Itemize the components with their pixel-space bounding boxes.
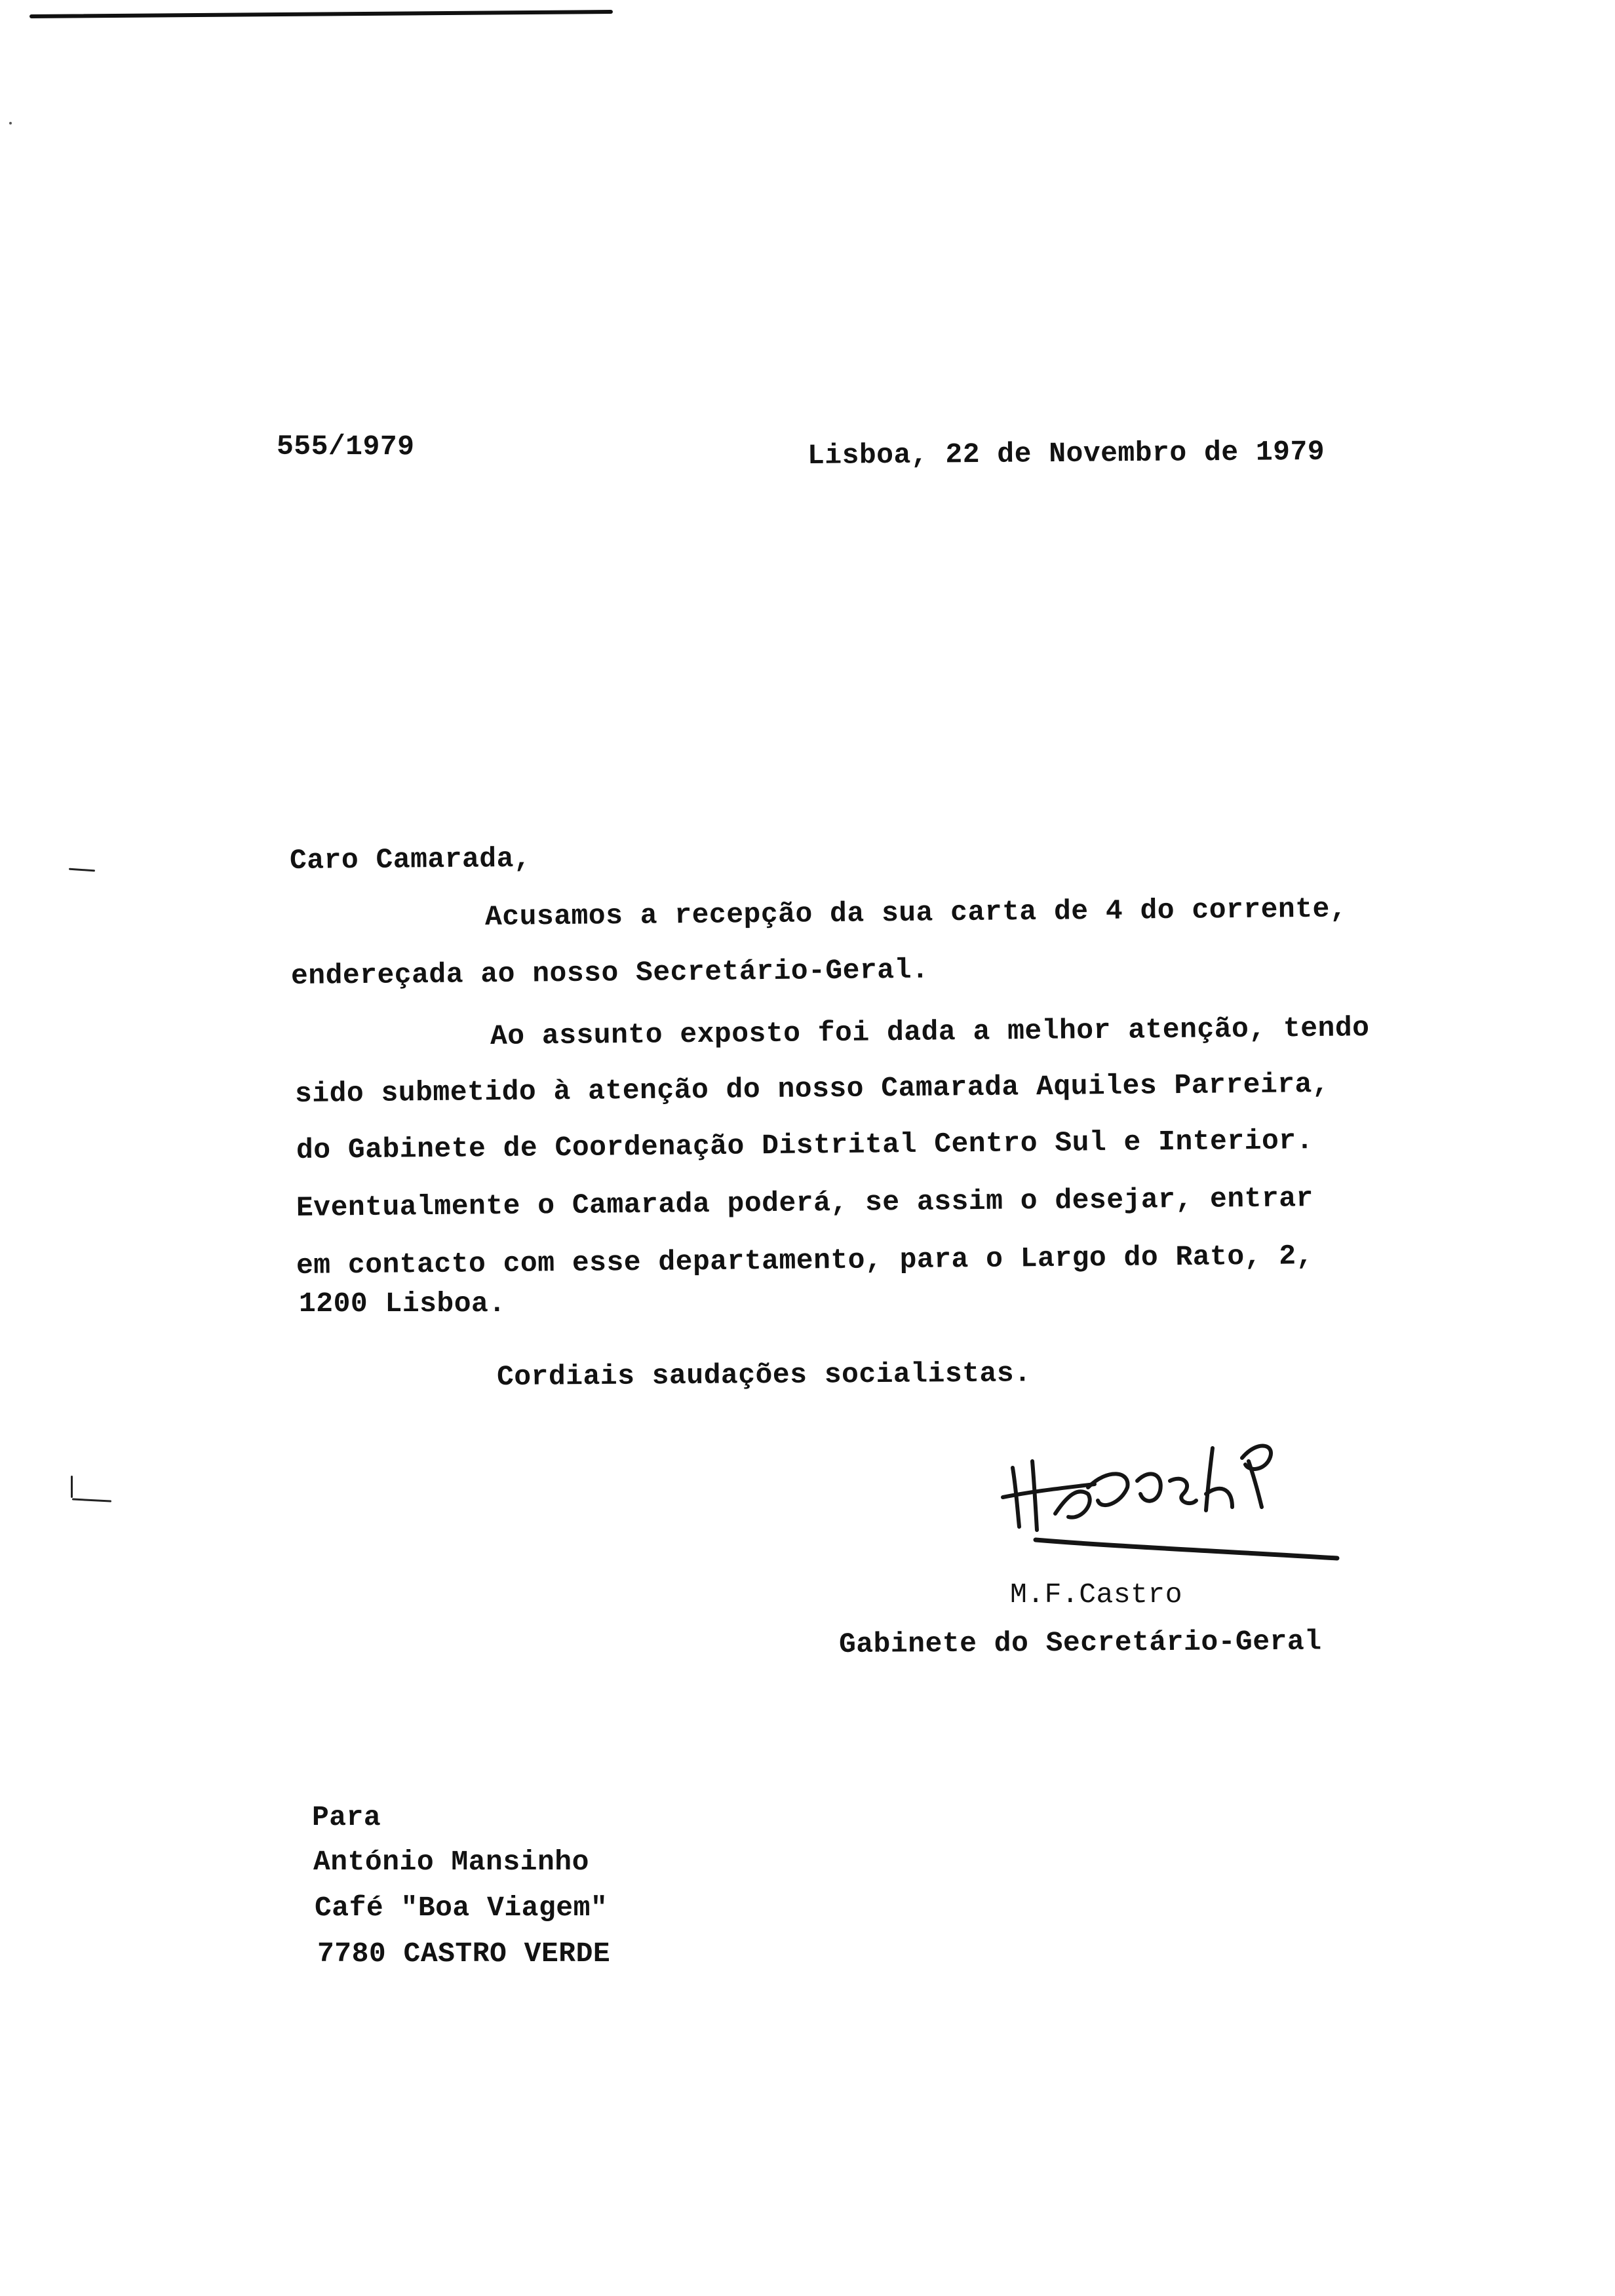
handwritten-signature-icon bbox=[996, 1422, 1350, 1579]
body-paragraph-2-line-6: 1200 Lisboa. bbox=[299, 1288, 506, 1320]
top-edge-rule bbox=[29, 10, 613, 18]
body-paragraph-1-line-1: Acusamos a recepção da sua carta de 4 do corrente, bbox=[484, 892, 1348, 933]
recipient-place: Café "Boa Viagem" bbox=[315, 1892, 608, 1924]
margin-fold-mark-lower bbox=[72, 1498, 111, 1502]
salutation: Caro Camarada, bbox=[289, 842, 532, 877]
scan-speck bbox=[9, 122, 12, 124]
recipient-town: 7780 CASTRO VERDE bbox=[317, 1938, 611, 1970]
signatory-office: Gabinete do Secretário-Geral bbox=[838, 1625, 1322, 1660]
recipient-label: Para bbox=[312, 1801, 381, 1833]
body-paragraph-2-line-5: em contacto com esse departamento, para o Largo do Rato, 2, bbox=[296, 1240, 1314, 1282]
body-paragraph-1-line-2: endereçada ao nosso Secretário-Geral. bbox=[290, 953, 929, 992]
recipient-name: António Mansinho bbox=[313, 1846, 589, 1878]
body-paragraph-2-line-2: sido submetido à atenção do nosso Camarada Aquiles Parreira, bbox=[294, 1067, 1330, 1110]
signatory-name: M.F.Castro bbox=[1010, 1578, 1183, 1611]
body-paragraph-2-line-1: Ao assunto exposto foi dada a melhor atenção, tendo bbox=[490, 1012, 1370, 1052]
body-paragraph-2-line-3: do Gabinete de Coordenação Distrital Centro Sul e Interior. bbox=[296, 1124, 1314, 1166]
reference-number: 555/1979 bbox=[276, 430, 415, 463]
place-and-date: Lisboa, 22 de Novembro de 1979 bbox=[807, 435, 1325, 472]
body-paragraph-2-line-4: Eventualmente o Camarada poderá, se assim o desejar, entrar bbox=[296, 1182, 1314, 1224]
margin-fold-mark bbox=[69, 868, 95, 872]
closing-greeting: Cordiais saudações socialistas. bbox=[496, 1357, 1032, 1393]
margin-tick bbox=[71, 1476, 73, 1498]
